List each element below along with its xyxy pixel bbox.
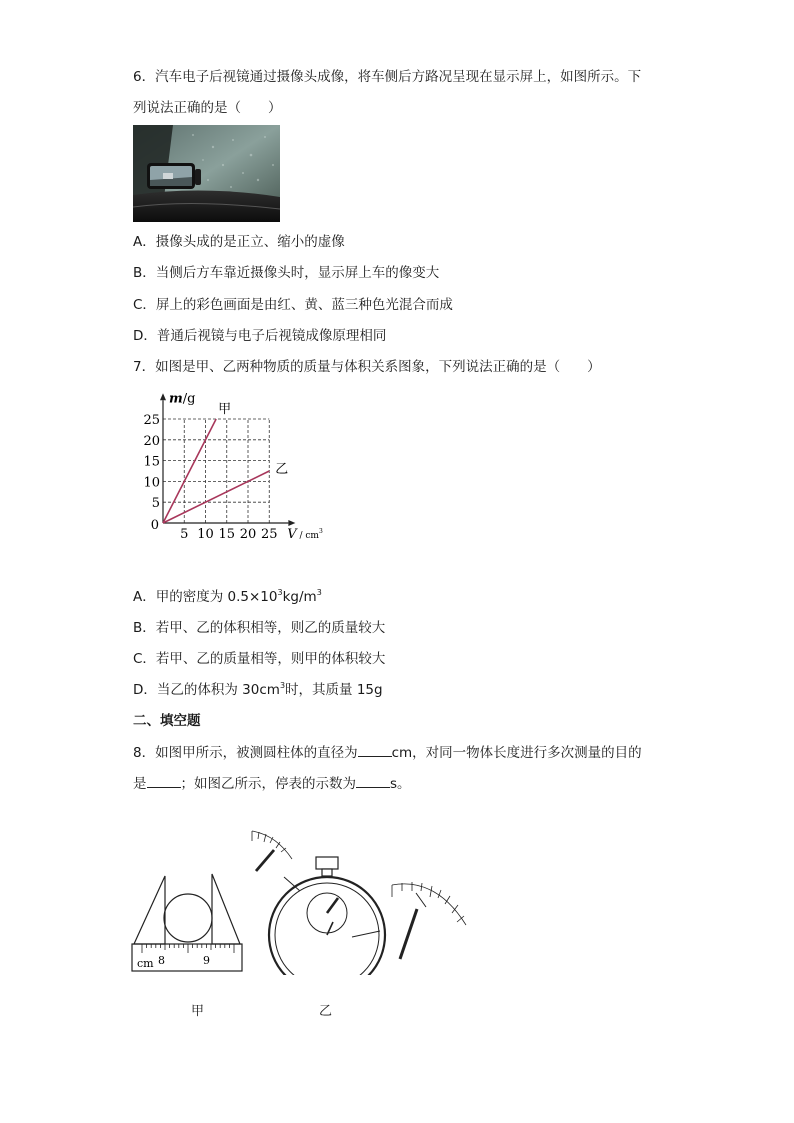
q7-option-a-unit-exp: 3 — [316, 588, 322, 597]
chart-series — [163, 419, 269, 523]
q7-option-b: B．若甲、乙的体积相等，则乙的质量较大 — [133, 620, 386, 636]
q7-option-d-exp: 3 — [279, 681, 286, 690]
figure-yi-caption: 乙 — [319, 1004, 333, 1019]
q7-option-a-text: A．甲的密度为 0.5×10 — [133, 589, 278, 605]
stopwatch-crown — [316, 857, 338, 869]
q8-line1 — [133, 744, 642, 762]
right-set-square — [212, 874, 240, 944]
y-axis-label: m/g — [169, 391, 196, 407]
series-label-jia: 甲 — [218, 402, 232, 417]
second-scale-zoom — [392, 882, 466, 959]
stopwatch-dial — [275, 883, 379, 975]
q7-option-d — [133, 681, 383, 699]
second-hand-pointer — [352, 931, 380, 937]
x-tick-label-10: 10 — [197, 527, 214, 542]
ruler-unit-label: cm — [137, 957, 154, 970]
series-line-0 — [163, 419, 216, 523]
stopwatch-stem — [322, 869, 332, 876]
y-tick-label-20: 20 — [143, 433, 160, 449]
y-axis-arrow — [160, 393, 166, 400]
series-label-yi: 乙 — [275, 462, 289, 477]
series-line-1 — [163, 471, 269, 523]
y-tick-label-10: 10 — [143, 475, 160, 491]
origin-label: 0 — [150, 518, 159, 533]
q7-option-d-text: D．当乙的体积为 30cm — [133, 682, 280, 698]
x-tick-label-25: 25 — [260, 527, 278, 542]
q7-stem: 7．如图是甲、乙两种物质的质量与体积关系图象，下列说法正确的是（ ） — [133, 359, 601, 375]
chart-grid — [163, 419, 269, 523]
answer-blank-stopwatch[interactable] — [356, 775, 390, 788]
q8-line1-a: 8．如图甲所示，被测圆柱体的直径为 — [133, 745, 358, 761]
q6-option-b: B．当侧后方车靠近摄像头时，显示屏上车的像变大 — [133, 265, 440, 281]
q6-option-a: A．摄像头成的是正立、缩小的虚像 — [133, 234, 345, 250]
cylinder-cross-section — [164, 894, 212, 942]
q7-option-a-unit: kg/m — [282, 589, 317, 605]
leader-line-second — [416, 893, 426, 907]
q6-option-c: C．屏上的彩色画面是由红、黄、蓝三种色光混合而成 — [133, 297, 453, 313]
x-tick-label-15: 15 — [218, 527, 236, 542]
q8-line2-c: s。 — [390, 776, 411, 792]
x-axis-label: V / $cm^3$ — [287, 527, 323, 542]
rearview-mirror-photo — [133, 125, 280, 222]
q8-line1-b: cm，对同一物体长度进行多次测量的目的 — [391, 745, 642, 761]
q7-option-d-post: 时，其质量 15g — [285, 682, 383, 698]
y-tick-label-15: 15 — [143, 454, 160, 470]
q6-stem-line1: 6．汽车电子后视镜通过摄像头成像，将车侧后方路况呈现在显示屏上，如图所示。下 — [133, 69, 642, 85]
y-tick-label-5: 5 — [151, 496, 160, 512]
q7-option-a — [133, 588, 322, 606]
answer-blank-diameter[interactable] — [358, 744, 392, 757]
q8-line2-a: 是 — [133, 776, 147, 792]
left-set-square — [134, 876, 165, 944]
figure-jia-caption: 甲 — [191, 1004, 205, 1019]
mass-volume-chart — [133, 380, 333, 550]
q6-option-d: D．普通后视镜与电子后视镜成像原理相同 — [133, 328, 387, 344]
q6-stem-line2: 列说法正确的是（ ） — [133, 100, 282, 116]
stopwatch-figure — [240, 825, 475, 975]
ruler-mark-8: 8 — [158, 954, 165, 967]
ruler-mark-9: 9 — [203, 954, 210, 967]
minute-scale-zoom — [252, 831, 292, 871]
q7-option-a-exp: 3 — [277, 588, 283, 597]
y-tick-label-25: 25 — [143, 413, 160, 428]
stopwatch-case — [269, 877, 385, 975]
rearview-photo-drawing — [133, 125, 280, 222]
ruler-cylinder-figure — [128, 866, 248, 976]
x-tick-label-20: 20 — [239, 527, 257, 542]
ruler-ticks — [142, 944, 234, 953]
q7-option-c: C．若甲、乙的质量相等，则甲的体积较大 — [133, 651, 386, 667]
minute-hand — [327, 898, 338, 913]
q8-line2-b: ；如图乙所示，停表的示数为 — [180, 776, 356, 792]
q8-line2 — [133, 775, 411, 793]
x-tick-label-5: 5 — [180, 527, 189, 542]
x-axis-arrow — [288, 520, 295, 526]
section-title: 二、填空题 — [133, 713, 201, 729]
answer-blank-purpose[interactable] — [147, 775, 181, 788]
